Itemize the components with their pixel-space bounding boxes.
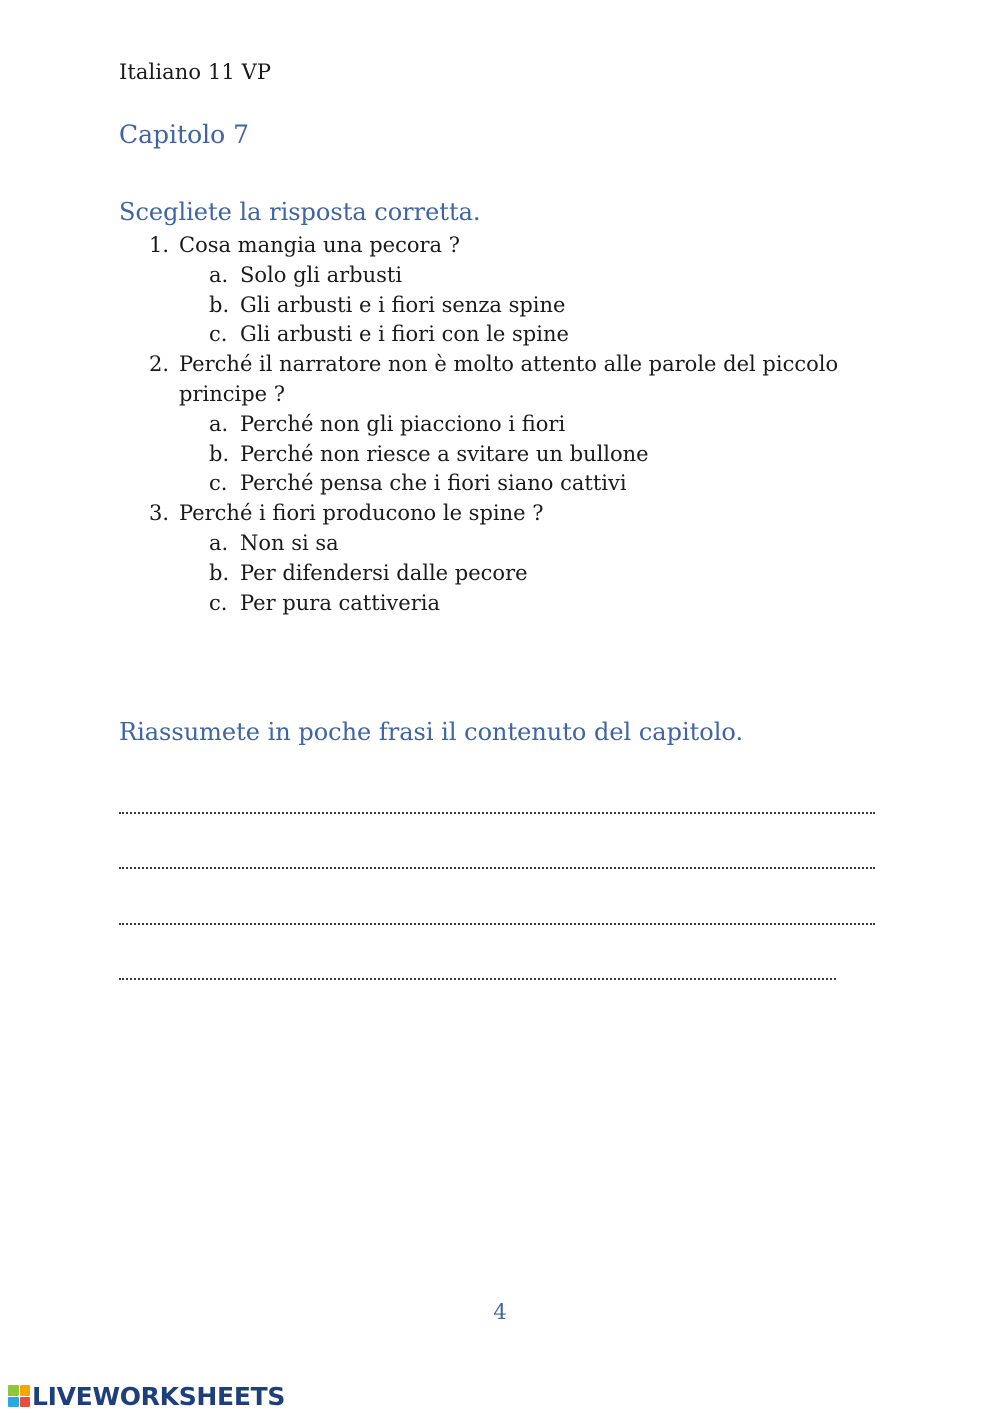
answer-line-4[interactable] <box>119 978 836 980</box>
answer-options <box>119 261 839 350</box>
summary-instructions: Riassumete in poche frasi il contenuto del capitolo. <box>119 718 744 746</box>
answer-options <box>119 410 839 499</box>
answer-option-c[interactable] <box>119 469 839 499</box>
answer-line-1[interactable] <box>119 812 875 814</box>
answer-option-b[interactable] <box>119 559 839 589</box>
question-text: Cosa mangia una pecora ? <box>179 233 461 257</box>
course-header: Italiano 11 VP <box>119 60 272 84</box>
option-letter: a. <box>209 530 229 555</box>
quiz-list <box>119 231 839 618</box>
question-3 <box>119 499 839 618</box>
question-text: Perché il narratore non è molto attento alle parole del piccolo principe ? <box>179 352 839 406</box>
option-text: Per difendersi dalle pecore <box>240 560 528 585</box>
option-text: Per pura cattiveria <box>240 590 440 615</box>
question-1 <box>119 231 839 350</box>
option-letter: c. <box>209 322 228 347</box>
option-letter: b. <box>209 441 230 466</box>
answer-option-a[interactable] <box>119 529 839 559</box>
option-letter: a. <box>209 262 229 287</box>
answer-line-2[interactable] <box>119 867 875 869</box>
option-text: Gli arbusti e i fiori senza spine <box>240 292 566 317</box>
liveworksheets-brand <box>8 1381 285 1411</box>
answer-line-3[interactable] <box>119 923 875 925</box>
question-number: 1. <box>149 233 170 257</box>
answer-option-a[interactable] <box>119 261 839 291</box>
page-number: 4 <box>493 1300 507 1324</box>
answer-option-b[interactable] <box>119 291 839 321</box>
question-text: Perché i fiori producono le spine ? <box>179 501 544 526</box>
option-letter: b. <box>209 560 230 585</box>
answer-options <box>119 529 839 618</box>
option-text: Gli arbusti e i fiori con le spine <box>240 322 569 347</box>
answer-option-b[interactable] <box>119 440 839 470</box>
answer-option-c[interactable] <box>119 320 839 350</box>
answer-option-a[interactable] <box>119 410 839 440</box>
liveworksheets-logo-icon <box>8 1385 30 1407</box>
question-number: 3. <box>149 501 170 526</box>
option-text: Solo gli arbusti <box>240 262 403 287</box>
brand-name: LIVEWORKSHEETS <box>32 1381 286 1411</box>
chapter-title: Capitolo 7 <box>119 120 250 149</box>
option-letter: b. <box>209 292 230 317</box>
option-text: Perché non gli piacciono i fiori <box>240 411 566 436</box>
quiz-instructions: Scegliete la risposta corretta. <box>119 198 481 226</box>
option-text: Perché pensa che i fiori siano cattivi <box>240 471 627 496</box>
question-2 <box>119 350 839 499</box>
option-letter: c. <box>209 590 228 615</box>
option-text: Non si sa <box>240 530 339 555</box>
option-text: Perché non riesce a svitare un bullone <box>240 441 649 466</box>
option-letter: a. <box>209 411 229 436</box>
question-number: 2. <box>149 352 170 377</box>
answer-option-c[interactable] <box>119 589 839 619</box>
option-letter: c. <box>209 471 228 496</box>
